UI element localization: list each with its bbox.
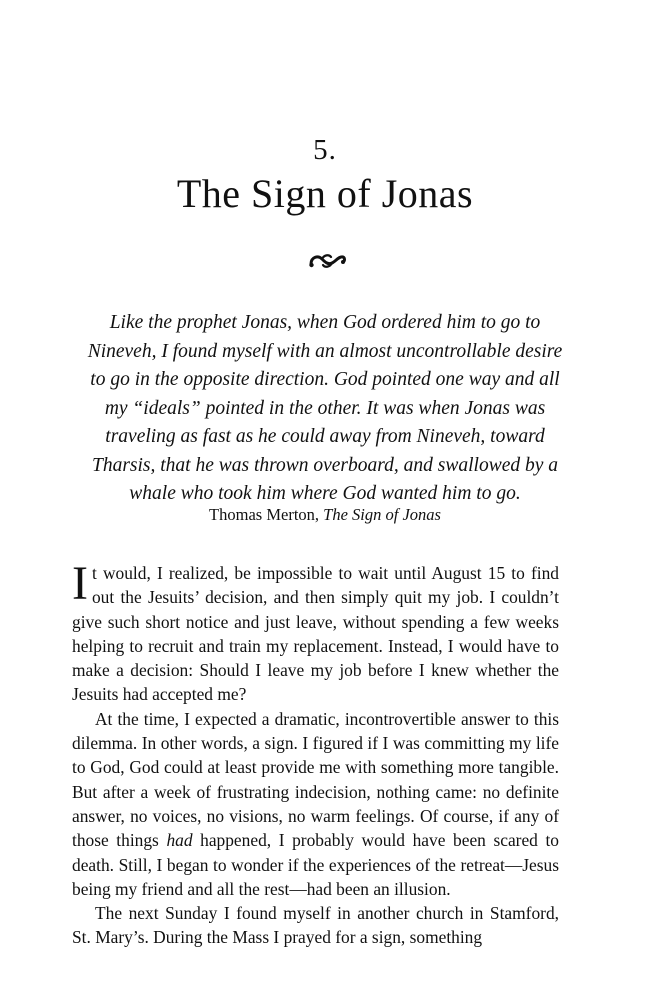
paragraph-text: At the time, I expected a dramatic, incontrovertible answer to this dilemma. In other words, a sign. I figured if I was committing my life to God, God could at least provide me with something more tangible. But after a week of frustrating indecision, nothing came: no definite answer, no voices, no visions, no warm feelings. Of course, if any of those things — [72, 708, 559, 851]
chapter-number: 5. — [313, 134, 337, 166]
paragraph-text: The next Sunday I found myself in another church in Stamford, St. Mary’s. During the Mass I prayed for a sign, something — [72, 903, 559, 948]
paragraph-text: t would, I realized, be impossible to wait until August 15 to find out the Jesuits’ decision, and then simply quit my job. I couldn’t give such short notice and just leave, without spending a few weeks helping to recruit and train my replacement. Instead, I would have to make a decision: Should I leave my job before I knew whether the Jesuits had accepted me? — [72, 563, 559, 705]
fleuron-icon — [307, 250, 347, 272]
epigraph-line: whale who took him where God wanted him to go. — [129, 483, 521, 504]
body-paragraph — [72, 557, 559, 707]
epigraph-line: my “ideals” pointed in the other. It was when Jonas was — [104, 397, 546, 419]
attribution-author: Thomas Merton, — [209, 505, 320, 524]
epigraph-line: Nineveh, I found myself with an almost uncontrollable desire — [87, 340, 563, 362]
attribution-source-title: The Sign of Jonas — [323, 505, 441, 524]
chapter-body — [72, 557, 559, 950]
epigraph-attribution — [0, 504, 650, 526]
body-paragraph — [72, 901, 559, 950]
epigraph-line: traveling as fast as he could away from Nineveh, toward — [105, 426, 545, 447]
epigraph-line: Tharsis, that he was thrown overboard, and swallowed by a — [91, 454, 559, 476]
chapter-title: The Sign of Jonas — [176, 171, 474, 216]
paragraph-text: happened, I probably would have been scared to death. Still, I began to wonder if the experiences of the retreat—Jesus being my friend and all the rest—had been an illusion. — [72, 830, 559, 899]
drop-cap: I — [72, 557, 88, 610]
epigraph-line: Like the prophet Jonas, when God ordered him to go to — [109, 312, 541, 333]
epigraph-line: to go in the opposite direction. God pointed one way and all — [90, 369, 560, 390]
emphasis-text: had — [166, 830, 193, 851]
body-paragraph — [72, 707, 559, 901]
epigraph-quote — [84, 309, 566, 509]
